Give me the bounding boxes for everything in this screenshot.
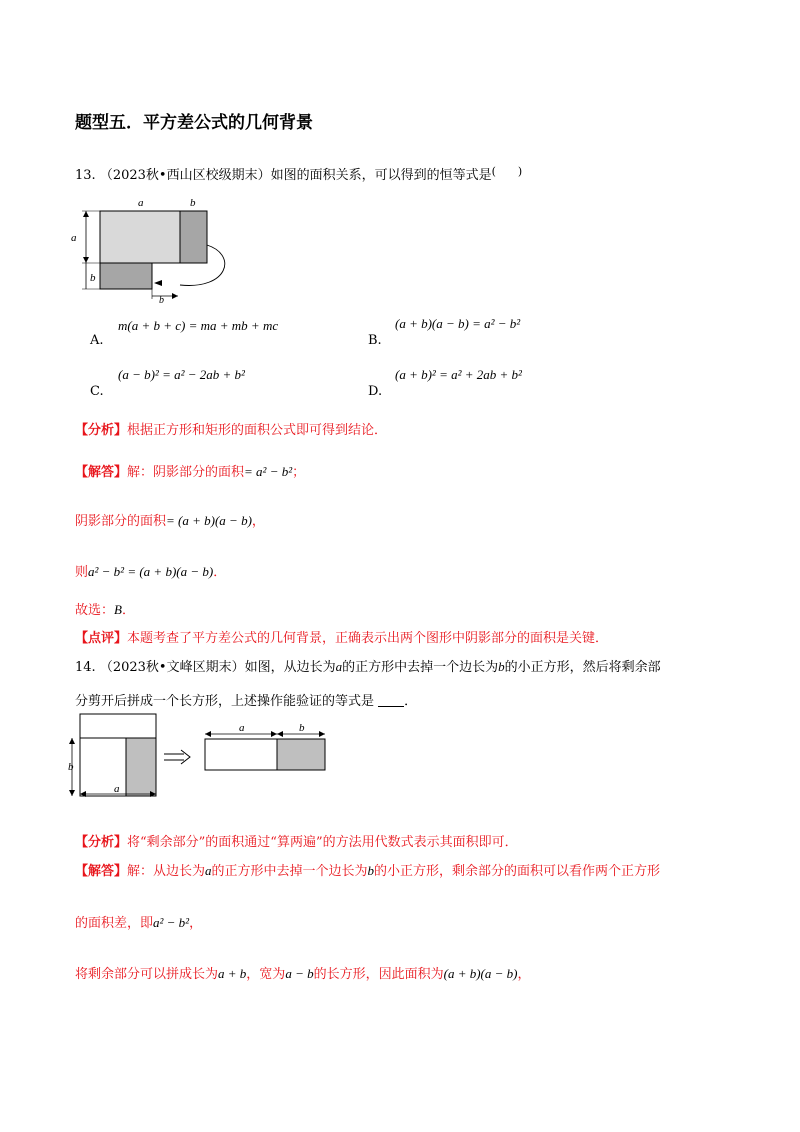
q13-solution-line-1 (75, 461, 305, 480)
question-text: 分剪开后拼成一个长方形，上述操作能验证的等式是 (75, 694, 375, 709)
label-b-left: b (90, 272, 96, 284)
punctuation: ， (189, 916, 203, 931)
q14-solution-line-1 (75, 860, 660, 879)
analysis-text: 将“剩余部分”的面积通过“算两遍”的方法用代数式表示其面积即可． (127, 835, 518, 850)
var-b: b (367, 863, 375, 878)
label-b-top: b (299, 722, 305, 734)
q13-analysis (75, 419, 387, 438)
solution-text: 解：阴影部分的面积 (127, 465, 245, 480)
solution-text: 的正方形中去掉一个边长为 (211, 864, 368, 879)
solution-text: 的小正方形，剩余部分的面积可以看作两个正方形 (374, 864, 661, 879)
label-b-top: b (190, 197, 196, 209)
label-b-bottom: b (159, 295, 164, 305)
q13-solution-line-2 (75, 510, 265, 529)
q13-choice (75, 599, 135, 618)
option-a-expression: m(a + b + c) = ma + mb + mc (118, 318, 279, 333)
option-c-letter[interactable]: C. (90, 384, 104, 399)
question-14-stem-line-2 (75, 690, 417, 709)
question-source: （2023秋•西山区校级期末） (99, 168, 271, 183)
solution-text: 阴影部分的面积 (75, 514, 167, 529)
shaded-part-rect (277, 739, 325, 770)
option-b-letter[interactable]: B. (368, 333, 382, 348)
var-b: b (498, 659, 505, 674)
solution-tag: 【解答】 (75, 864, 128, 879)
solution-math: = a² − b² (244, 464, 293, 479)
solution-math: (a + b)(a − b) (443, 966, 518, 981)
question-number: 14. (75, 660, 96, 675)
punctuation: ， (517, 967, 531, 982)
q14-solution-line-3 (75, 963, 531, 982)
answer-bracket: ( ) (491, 165, 523, 178)
question-14-stem-line-1 (75, 656, 661, 675)
choice-text: 故选： (75, 603, 115, 618)
question-text: 的正方形中去掉一个边长为 (342, 660, 499, 675)
comment-text: 本题考查了平方差公式的几何背景，正确表示出两个图形中阴影部分的面积是关键． (127, 631, 609, 646)
question-14-figure (68, 712, 338, 804)
solution-text: 将剩余部分可以拼成长为 (75, 967, 219, 982)
question-number: 13. (75, 168, 96, 183)
option-c-expression: (a − b)² = a² − 2ab + b² (118, 367, 245, 382)
solution-math: = (a + b)(a − b) (166, 513, 252, 528)
question-source: （2023秋•文峰区期末） (99, 660, 245, 675)
choice-answer: B (114, 602, 122, 617)
solution-math: a + b (218, 966, 247, 981)
q14-analysis (75, 831, 518, 850)
q13-comment (75, 627, 608, 646)
label-a-top: a (239, 722, 245, 734)
q13-solution-line-3 (75, 561, 226, 580)
solution-text: 则 (75, 565, 89, 580)
option-b-expression: (a + b)(a − b) = a² − b² (395, 316, 521, 331)
shaded-region (126, 738, 156, 796)
solution-math: a² − b² (153, 915, 190, 930)
var-a: a (205, 863, 212, 878)
label-a-left: a (71, 232, 77, 244)
q14-solution-line-2 (75, 912, 202, 931)
square-a-region (100, 211, 180, 263)
shaded-strip-right (180, 211, 207, 263)
section-title: 题型五．平方差公式的几何背景 (75, 113, 313, 133)
label-a-top: a (138, 197, 144, 209)
question-13-figure (68, 195, 243, 305)
analysis-tag: 【分析】 (75, 835, 128, 850)
punctuation: ． (404, 694, 418, 709)
solution-text: 的面积差，即 (75, 916, 154, 931)
question-text: 的小正方形，然后将剩余部 (504, 660, 661, 675)
solution-text: 的长方形，因此面积为 (313, 967, 444, 982)
analysis-tag: 【分析】 (75, 423, 128, 438)
var-a: a (335, 659, 343, 674)
solution-math: a² − b² = (a + b)(a − b) (88, 564, 214, 579)
shaded-strip-bottom (100, 263, 152, 289)
question-text: 如图，从边长为 (244, 660, 336, 675)
analysis-text: 根据正方形和矩形的面积公式即可得到结论． (127, 423, 388, 438)
solution-tag: 【解答】 (75, 465, 128, 480)
solution-math: a − b (285, 966, 314, 981)
punctuation: ， (251, 514, 265, 529)
answer-blank[interactable] (378, 706, 404, 707)
question-13-stem (75, 163, 522, 183)
punctuation: ． (121, 603, 135, 618)
option-a-letter[interactable]: A. (90, 333, 104, 348)
option-d-expression: (a + b)² = a² + 2ab + b² (395, 367, 522, 382)
comment-tag: 【点评】 (75, 631, 128, 646)
solution-text: ，宽为 (246, 967, 286, 982)
option-d-letter[interactable]: D. (368, 384, 383, 399)
punctuation: ； (292, 465, 306, 480)
solution-text: 解：从边长为 (127, 864, 206, 879)
label-b-left: b (68, 761, 74, 773)
question-text: 如图的面积关系，可以得到的恒等式是 (270, 168, 492, 183)
punctuation: ． (213, 565, 227, 580)
label-a-bottom: a (114, 783, 120, 795)
